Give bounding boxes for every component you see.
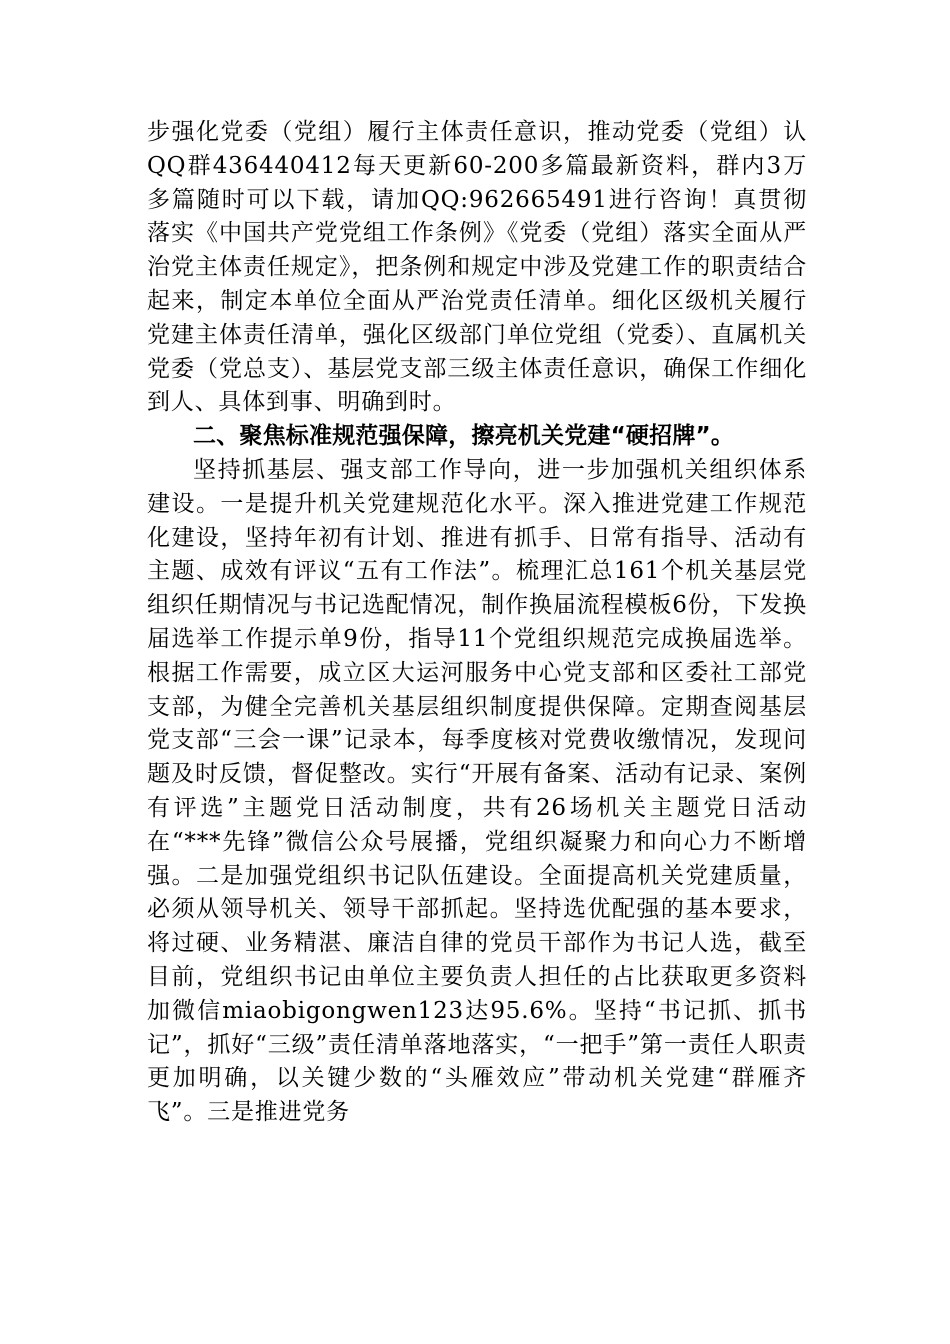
document-page: [147, 116, 807, 1130]
section-heading-2: 二、聚焦标准规范强保障，擦亮机关党建“硬招牌”。: [193, 423, 735, 450]
body-paragraph-2: 坚持抓基层、强支部工作导向，进一步加强机关组织体系建设。一是提升机关党建规范化水平。深入推进党建工作规范化建设，坚持年初有计划、推进有抓手、日常有指导、活动有主题、成效有评议“五有工作法”。梳理汇总161个机关基层党组织任期情况与书记选配情况，制作换届流程模板6份，下发换届选举工作提示单9份，指导11个党组织规范完成换届选举。根据工作需要，成立区大运河服务中心党支部和区委社工部党支部，为健全完善机关基层组织制度提供保障。定期查阅基层党支部“三会一课”记录本，每季度核对党费收缴情况，发现问题及时反馈，督促整改。实行“开展有备案、活动有记录、案例有评选”主题党日活动制度，共有26场机关主题党日活动在“***先锋”微信公众号展播，党组织凝聚力和向心力不断增强。二是加强党组织书记队伍建设。全面提高机关党建质量，必须从领导机关、领导干部抓起。坚持选优配强的基本要求，将过硬、业务精湛、廉洁自律的党员干部作为书记人选，截至目前，党组织书记由单位主要负责人担任的占比获取更多资料加微信miaobigongwen123达95.6%。坚持“书记抓、抓书记”，抓好“三级”责任清单落地落实，“一把手”第一责任人职责更加明确，以关键少数的“头雁效应”带动机关党建“群雁齐飞”。三是推进党务: [147, 456, 807, 1126]
body-paragraph-1: 步强化党委（党组）履行主体责任意识，推动党委（党组）认QQ群436440412每天更新60-200多篇最新资料，群内3万多篇随时可以下载，请加QQ:962665491进行咨询！真贯彻落实《中国共产党党组工作条例》《党委（党组）落实全面从严治党主体责任规定》，把条例和规定中涉及党建工作的职责结合起来，制定本单位全面从严治党责任清单。细化区级机关履行党建主体责任清单，强化区级部门单位党组（党委）、直属机关党委（党总支）、基层党支部三级主体责任意识，确保工作细化到人、具体到事、明确到时。: [147, 119, 807, 416]
